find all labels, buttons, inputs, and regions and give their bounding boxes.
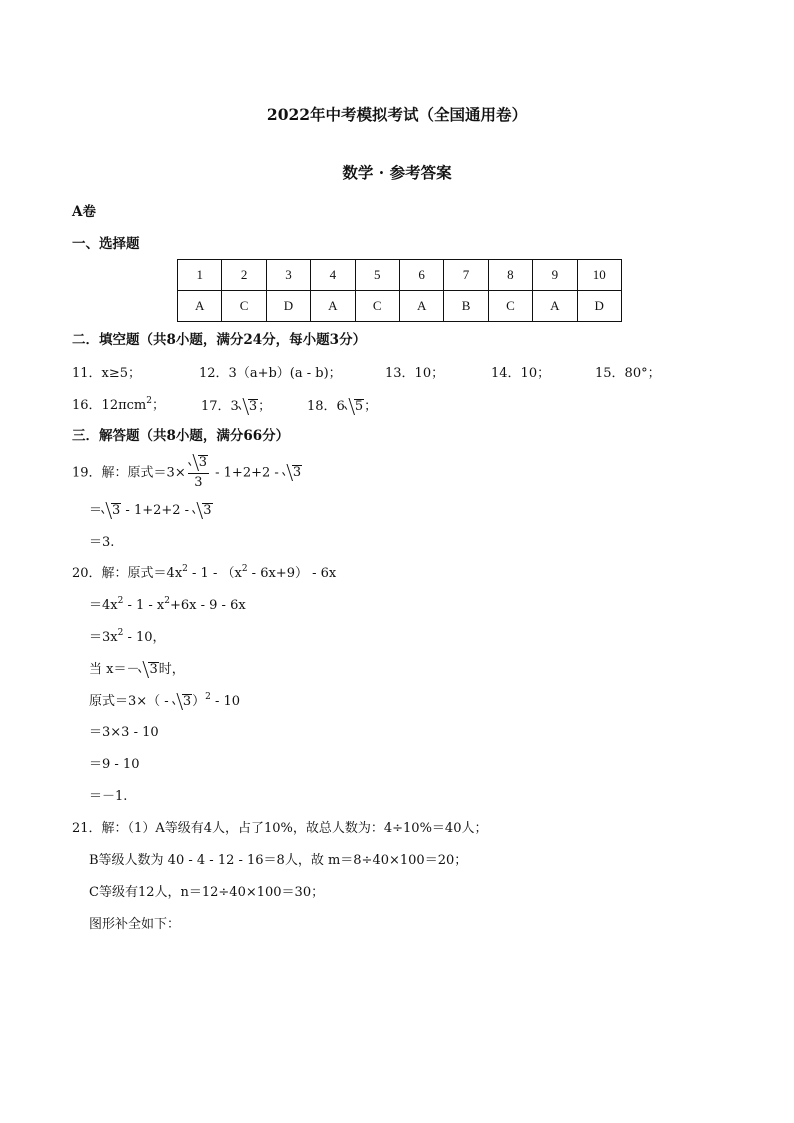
answer-12: 12．3（a+b）(a - b)； (199, 366, 342, 381)
q20-line-3 (89, 628, 166, 645)
volume-label: A卷 (72, 204, 96, 220)
q21-line-1: 21．解：（1）A等级有4人，占了10%，故总人数为：4÷10%＝40人； (72, 821, 488, 836)
answer-18 (307, 399, 377, 414)
q20-text: 原式＝3×（ - (89, 694, 173, 709)
punctuation: ； (258, 399, 272, 414)
q19-text: - 1+2+2 - (211, 465, 283, 481)
q20-line-4 (89, 662, 185, 677)
answer-16 (72, 396, 165, 413)
fraction (188, 455, 209, 491)
answer-cell: C (355, 291, 399, 322)
superscript: 2 (205, 692, 211, 702)
answer-cell: B (444, 291, 488, 322)
q20-text: 20．解：原式＝4x (72, 566, 183, 581)
question-number-cell: 9 (533, 260, 577, 291)
answer-15: 15．80°； (595, 366, 661, 381)
q19-line-3: ＝3. (89, 535, 115, 550)
question-number-cell: 7 (444, 260, 488, 291)
section3-heading: 三．解答题（共8小题，满分66分） (72, 428, 290, 444)
radicand: 5 (354, 399, 364, 414)
q20-line-2 (89, 596, 246, 613)
q21-line-4: 图形补全如下： (89, 917, 181, 932)
q20-text: ） (192, 694, 206, 709)
question-number-row (178, 260, 622, 291)
q20-text: - 6x+9） - 6x (247, 566, 337, 581)
superscript: 2 (146, 396, 152, 406)
answer-18-text: 18．6 (307, 399, 345, 414)
exam-title: 2022年中考模拟考试（全国通用卷） (266, 105, 528, 124)
answer-cell: C (222, 291, 266, 322)
q21-line-2: B等级人数为 40 - 4 - 12 - 16＝8人，故 m＝8÷40×100＝20； (89, 853, 468, 868)
square-root-symbol (139, 662, 158, 677)
answer-17-text: 17．3 (201, 399, 239, 414)
q20-line-5 (89, 694, 240, 709)
superscript: 2 (164, 596, 170, 606)
answer-cell: A (178, 291, 222, 322)
question-number-cell: 6 (399, 260, 443, 291)
superscript: 2 (117, 628, 124, 638)
square-root-symbol (193, 503, 212, 518)
answer-cell: A (399, 291, 443, 322)
punctuation: ； (151, 398, 165, 413)
square-root-symbol (283, 465, 302, 481)
radicand: 3 (182, 694, 192, 709)
radicand: 3 (203, 503, 212, 518)
answer-cell: D (577, 291, 621, 322)
square-root-symbol (345, 399, 364, 414)
square-root-symbol (239, 399, 258, 414)
radicand: 3 (198, 455, 207, 470)
radicand: 3 (292, 465, 302, 481)
radicand: 3 (248, 399, 258, 414)
q20-text: 时， (158, 662, 185, 677)
answer-key-title: 数学 · 参考答案 (342, 163, 452, 182)
q21-line-3: C等级有12人，n＝12÷40×100＝30； (89, 885, 325, 900)
radicand: 3 (149, 662, 158, 677)
question-number-cell: 3 (266, 260, 310, 291)
question-number-cell: 2 (222, 260, 266, 291)
punctuation: ； (364, 399, 378, 414)
answer-17 (201, 399, 271, 414)
answer-row (178, 291, 622, 322)
question-number-cell: 8 (488, 260, 532, 291)
answer-cell: C (488, 291, 532, 322)
superscript: 2 (117, 596, 124, 606)
q20-text: ＝3x (89, 630, 118, 645)
q20-text: +6x - 9 - 6x (170, 598, 246, 613)
answer-14: 14．10； (491, 366, 551, 381)
superscript: 2 (182, 564, 188, 574)
answer-16-text: 16．12πcm (72, 398, 147, 413)
answer-13: 13．10； (385, 366, 445, 381)
q19-text: 19．解：原式＝3× (72, 465, 186, 481)
q19-text: - 1+2+2 - (121, 503, 194, 518)
question-number-cell: 10 (577, 260, 621, 291)
radicand: 3 (112, 503, 121, 518)
question-number-cell: 4 (311, 260, 355, 291)
square-root-symbol (189, 455, 208, 471)
answer-11: 11．x≥5； (72, 366, 142, 381)
multiple-choice-answer-table (177, 259, 622, 322)
q20-text: - 10， (123, 630, 166, 645)
q19-line-1 (72, 455, 302, 491)
square-root-symbol (173, 694, 192, 709)
q20-text: - 1 - （x (187, 566, 242, 581)
q19-text: ＝ (89, 503, 103, 518)
q20-line-1 (72, 564, 337, 581)
q20-text: - 10 (210, 694, 241, 709)
q20-line-8: ＝－1. (89, 789, 128, 804)
superscript: 2 (241, 564, 248, 574)
q20-text: 当 x＝－ (89, 662, 140, 677)
question-number-cell: 1 (178, 260, 222, 291)
q20-text: ＝4x (89, 598, 118, 613)
answer-cell: A (533, 291, 577, 322)
square-root-symbol (102, 503, 121, 518)
q19-line-2 (89, 503, 213, 518)
answer-cell: A (311, 291, 355, 322)
answer-cell: D (266, 291, 310, 322)
q20-line-7: ＝9 - 10 (89, 757, 140, 772)
section1-heading: 一、选择题 (72, 236, 140, 252)
fraction-numerator (188, 455, 209, 474)
section2-heading: 二．填空题（共8小题，满分24分，每小题3分） (72, 332, 367, 348)
q20-line-6: ＝3×3 - 10 (89, 725, 159, 740)
question-number-cell: 5 (355, 260, 399, 291)
q20-text: - 1 - x (123, 598, 165, 613)
fraction-denominator: 3 (194, 474, 203, 490)
